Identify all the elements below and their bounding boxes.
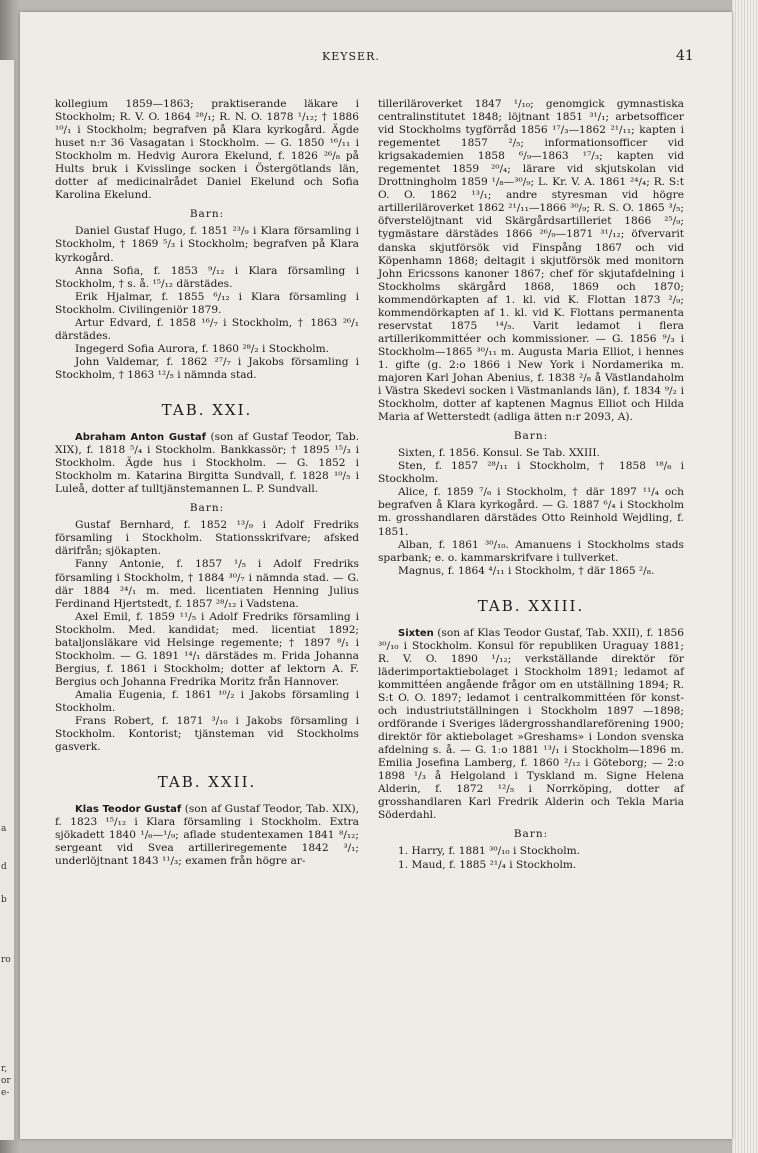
entry-text [55, 803, 359, 868]
entry-body: (son af Gustaf Teodor, Tab. XIX), f. 1823 ¹⁵/₁₂ i Klara församling i Stockholm. Extra sjökadett 1840 ¹/₆—¹/₉; aflade studentexamen 1841 ⁸/₁₂; sergeant vid Svea artilleriregemente 1842 ³/₁; underlöjtnant 1843 ¹¹/₃; examen från högre ar- [55, 803, 359, 868]
child-entry: Erik Hjalmar, f. 1855 ⁶/₁₂ i Klara församling i Stockholm. Civilingeniör 1879. [55, 290, 359, 316]
person-name: Sixten [398, 627, 434, 639]
child-entry: Fanny Antonie, f. 1857 ¹/₅ i Adolf Fredriks församling i Stockholm, † 1884 ³⁰/₇ i nämnda stad. — G. där 1884 ²⁴/₁ m. med. licentiaten Henning Julius Ferdinand Hjertstedt, f. 1857 ²⁸/₁₂ i Vadstena. [55, 558, 359, 610]
child-entry: Axel Emil, f. 1859 ¹¹/₅ i Adolf Fredriks församling i Stockholm. Med. kandidat; med. licentiat 1892; bataljonsläkare vid Helsinge regemente; † 1897 ⁸/₁ i Stockholm. — G. 1891 ¹⁴/₁ därstädes m. Frida Johanna Bergius, f. 1861 i Stockholm; dotter af lektorn A. F. Bergius och Johanna Fredrika Moritz från Hannover. [55, 610, 359, 688]
edge-fragment: a [1, 824, 7, 834]
edge-fragment: b [1, 895, 7, 905]
left-column [55, 98, 359, 868]
barn-heading: Barn: [189, 502, 225, 515]
person-name: Klas Teodor Gustaf [75, 804, 182, 816]
barn-heading: Barn: [513, 430, 549, 443]
table-heading-xxi: TAB. XXI. [161, 400, 253, 419]
child-entry: Alice, f. 1859 ⁷/₆ i Stockholm, † där 1897 ¹¹/₄ och begrafven å Klara kyrkogård. — G. 1887 ⁶/₄ i Stockholm m. grosshandlaren därstädes Otto Reinhold Wejdling, f. 1851. [378, 486, 684, 538]
child-entry: Anna Sofia, f. 1853 ⁹/₁₂ i Klara församling i Stockholm, † s. å. ¹⁵/₁₂ därstädes. [55, 264, 359, 290]
entry-text: kollegium 1859—1863; praktiserande läkare i Stockholm; R. V. O. 1864 ²⁸/₁; R. N. O. 1878 ¹/₁₂; † 1886 ¹⁰/₁ i Stockholm; begrafven på Klara kyrkogård. Ägde huset n:r 36 Vasagatan i Stockholm. — G. 1850 ¹⁶/₁₁ i Stockholm m. Hedvig Aurora Ekelund, f. 1826 ²⁶/₈ på Hults bruk i Kvisslinge socken i Östergötlands län, dotter af medicinalrådet Daniel Ekelund och Sofia Karolina Ekelund. [55, 98, 359, 202]
child-entry: Amalia Eugenia, f. 1861 ¹⁰/₂ i Jakobs församling i Stockholm. [55, 688, 359, 714]
entry-body: (son af Klas Teodor Gustaf, Tab. XXII), f. 1856 ³⁰/₁₀ i Stockholm. Konsul för republiken Uraguay 1881; R. V. O. 1890 ¹/₁₂; verkställande direktör för läderimportaktiebolaget i Stockholm 1891; ledamot af kommittéen angående frågor om en utställning 1894; R. S:t O. O. 1897; ledamot i centralkommittéen för konst- och industriutställningen i Stockholm 1897 —1898; ordförande i Sveriges lädergrosshandlareförening 1900; direktör för aktiebolaget »Greshams» i London svenska afdelning s. å. — G. 1:o 1881 ¹³/₁ i Stockholm—1896 m. Emilia Josefina Lamberg, f. 1860 ²/₁₂ i Göteborg; — 2:o 1898 ¹/₃ å Helgoland i Tyskland m. Signe Helena Alderin, f. 1872 ¹²/₅ i Norrköping, dotter af grosshandlaren Karl Fredrik Alderin och Tekla Maria Söderdahl. [378, 626, 684, 822]
entry-text [378, 627, 684, 823]
child-entry: John Valdemar, f. 1862 ²⁷/₇ i Jakobs församling i Stockholm, † 1863 ¹²/₅ i nämnda stad. [55, 355, 359, 381]
edge-fragment: r, [1, 1064, 8, 1074]
person-name: Abraham Anton Gustaf [75, 432, 206, 444]
entry-text: tilleriläroverket 1847 ¹/₁₀; genomgick gymnastiska centralinstitutet 1848; löjtnant 1851 ³¹/₁; arbetsofficer vid Stockholms tygförråd 1856 ¹⁷/₃—1862 ²¹/₁₁; kapten i regementet 1857 ²/₅; informationsofficer vid krigsakademien 1858 ⁶/₉—1863 ¹⁷/₃; kapten vid regementet 1859 ²⁰/₄; lärare vid skjutskolan vid Drottningholm 1859 ¹/₈—³⁰/₉; L. Kr. V. A. 1861 ²⁴/₄; R. S:t O. O. 1862 ¹³/₁; andre styresman vid högre artilleriläroverket 1862 ²¹/₁₁—1866 ³⁰/₉; R. S. O. 1865 ³/₅; öfverstelöjtnant vid Skärgårdsartilleriet 1866 ²⁵/₉; tygmästare därstädes 1866 ²⁶/₉—1871 ³¹/₁₂; öfvervarit danska skjutförsök vid Finspång 1867 och vid Köpenhamn 1868; deltagit i skjutförsök med monitorn John Ericssons kanoner 1867; chef för skjutafdelning i Stockholms skärgård 1868, 1869 och 1870; kommendörkapten af 1. kl. vid K. Flottan 1873 ²/₉; kommendörkapten af 1. kl. vid K. Flottans permanenta reservstat 1875 ¹⁴/₅. Varit ledamot i flera artillerikommittéer och kommissioner. — G. 1856 ⁹/₃ i Stockholm—1865 ³⁰/₁₁ m. Augusta Maria Elliot, i hennes 1. gifte (g. 2:o 1866 i New York i Nordamerika m. majoren Karl Johan Abenius, f. 1838 ²/₈ å Västlandaholm i Västra Skedevi socken i Västmanlands län), f. 1834 ⁹/₂ i Stockholm, dotter af kaptenen Magnus Elliot och Hilda Maria af Wetterstedt (adliga ätten n:r 2093, A). [378, 98, 684, 424]
barn-heading: Barn: [513, 828, 549, 841]
entry-text [55, 431, 359, 496]
barn-heading: Barn: [189, 208, 225, 221]
child-entry: Sixten, f. 1856. Konsul. Se Tab. XXIII. [398, 447, 600, 460]
facing-page-edge [0, 60, 14, 1140]
child-entry: Alban, f. 1861 ³⁰/₁₀. Amanuens i Stockholms stads sparbank; e. o. kammarskrifvare i tullverket. [378, 538, 684, 564]
running-header: KEYSER. [322, 50, 380, 63]
child-entry: Artur Edvard, f. 1858 ¹⁶/₇ i Stockholm, † 1863 ²⁶/₁ därstädes. [55, 316, 359, 342]
page-number: 41 [676, 48, 694, 64]
child-entry: Ingegerd Sofia Aurora, f. 1860 ²⁸/₂ i Stockholm. [75, 342, 330, 355]
edge-fragment: ro [1, 955, 11, 965]
edge-fragment: or [1, 1076, 11, 1086]
edge-fragment: e- [1, 1088, 10, 1098]
child-entry: 1. Maud, f. 1885 ²¹/₄ i Stockholm. [398, 858, 577, 871]
table-heading-xxii: TAB. XXII. [157, 773, 257, 792]
page-stack-edge [732, 0, 758, 1153]
right-column [378, 98, 684, 872]
child-entry: Sten, f. 1857 ²⁸/₁₁ i Stockholm, † 1858 ¹⁸/₆ i Stockholm. [378, 460, 684, 486]
child-entry: Frans Robert, f. 1871 ³/₁₀ i Jakobs församling i Stockholm. Kontorist; tjänsteman vid Stockholms gasverk. [55, 715, 359, 754]
child-entry: 1. Harry, f. 1881 ³⁰/₁₀ i Stockholm. [398, 845, 581, 858]
child-entry: Daniel Gustaf Hugo, f. 1851 ²³/₉ i Klara församling i Stockholm, † 1869 ⁵/₃ i Stockholm; begrafven på Klara kyrkogård. [55, 225, 359, 264]
child-entry: Magnus, f. 1864 ⁴/₁₁ i Stockholm, † där 1865 ²/₈. [398, 564, 655, 577]
child-entry: Gustaf Bernhard, f. 1852 ¹³/₉ i Adolf Fredriks församling i Stockholm. Stationsskrifvare; afsked därifrån; sjökapten. [55, 519, 359, 558]
entry-body: (son af Gustaf Teodor, Tab. XIX), f. 1818 ⁵/₄ i Stockholm. Bankkassör; † 1895 ¹⁵/₃ i Stockholm. Ägde hus i Stockholm. — G. 1852 i Stockholm m. Katarina Birgitta Sundvall, f. 1828 ¹⁰/₅ i Luleå, dotter af tulltjänstemannen L. P. Sundvall. [55, 431, 359, 496]
edge-fragment: d [1, 862, 7, 872]
table-heading-xxiii: TAB. XXIII. [477, 596, 585, 615]
